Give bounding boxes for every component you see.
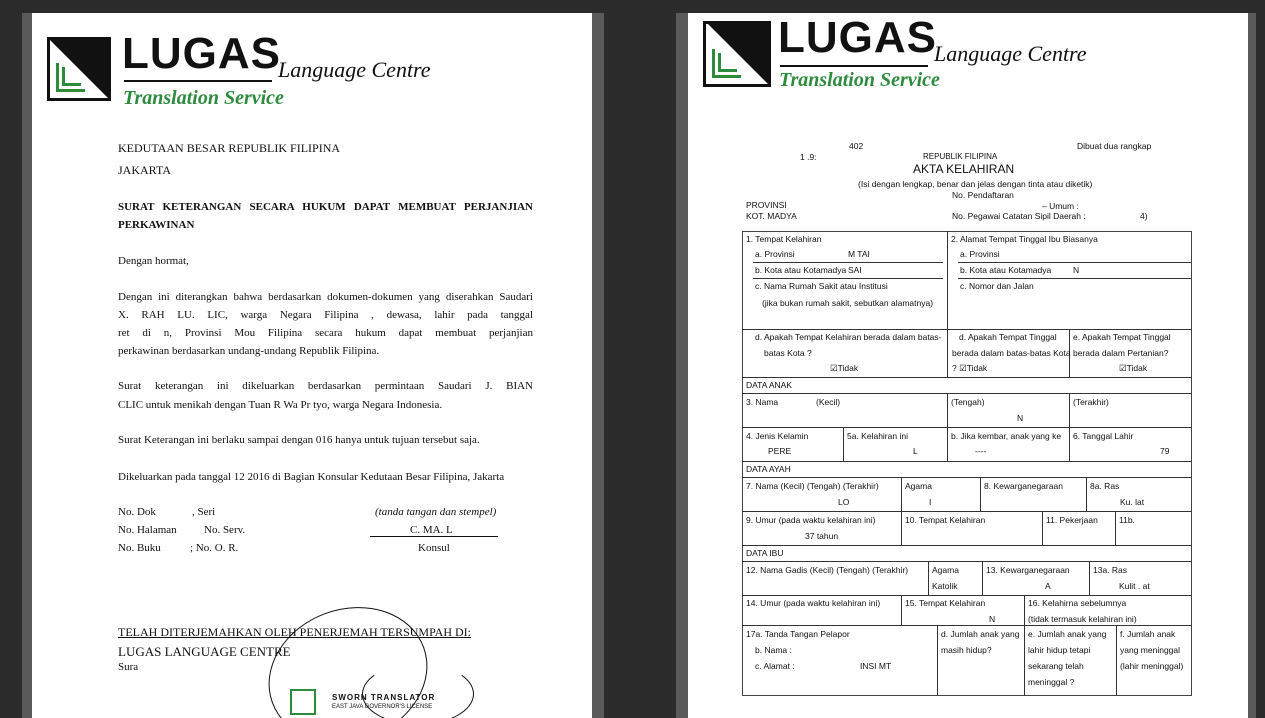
field-umur-ibu: 14. Umur (pada waktu kelahiran ini): [746, 598, 881, 608]
field-batas-kota: d. Apakah Tempat Kelahiran berada dalam batas-: [755, 332, 942, 342]
checkbox-tidak-3: ☑Tidak: [1119, 363, 1148, 373]
dibuat-dua-rangkap: Dibuat dua rangkap: [1077, 141, 1152, 151]
value-umur-ayah: 37 tahun: [805, 531, 839, 541]
signature-note: (tanda tangan dan stempel): [375, 506, 497, 518]
form-code: 1 .9:: [800, 152, 817, 162]
field-nomor-jalan: c. Nomor dan Jalan: [960, 281, 1034, 291]
greeting: Dengan hormat,: [118, 255, 189, 267]
divider: [1115, 511, 1116, 545]
field-batas-kota-2: batas Kota ?: [764, 348, 812, 358]
label-kecil: (Kecil): [816, 397, 841, 407]
field-jumlah-meninggal-3: (lahir meninggal): [1120, 661, 1184, 671]
sura-text: Sura: [118, 661, 139, 673]
brand-script: Language Centre: [934, 41, 1087, 66]
field-kota: b. Kota atau Kotamadya: [755, 265, 847, 275]
value-kewarganegaraan-ibu: A: [1045, 581, 1051, 591]
value-agama-ayah: I: [929, 497, 932, 507]
brand-underline: [124, 80, 272, 82]
field-tempat-lahir-ayah: 10. Tempat Kelahiran: [905, 515, 986, 525]
value-agama-ibu: Katolik: [932, 581, 958, 591]
left-document-page: [32, 13, 592, 718]
form-number: 402: [849, 141, 864, 151]
field-ras-ibu: 13a. Ras: [1093, 565, 1128, 575]
section-data-ibu: DATA IBU: [746, 548, 784, 558]
divider: [947, 231, 948, 330]
field-nama-ayah: 7. Nama (Kecil) (Tengah) (Terakhir): [746, 481, 879, 491]
divider: [1069, 393, 1070, 427]
field-anak-meninggal-4: meninggal ?: [1028, 677, 1075, 687]
label-terakhir: (Terakhir): [1073, 397, 1109, 407]
value-tanggal-lahir: 79: [1160, 446, 1170, 456]
field-anak-meninggal: e. Jumlah anak yang: [1028, 629, 1107, 639]
divider: [753, 262, 943, 263]
field-jenis-kelamin: 4. Jenis Kelamin: [746, 431, 809, 441]
divider: [928, 561, 929, 595]
divider: [1069, 427, 1070, 461]
lugas-logo-icon: [47, 37, 111, 101]
divider: [947, 393, 948, 427]
field-kewarganegaraan-ibu: 13. Kewarganegaraan: [986, 565, 1070, 575]
brand-service: Translation Service: [779, 69, 940, 91]
field-kembar: b. Jika kembar, anak yang ke: [951, 431, 1062, 441]
value-nama-tengah: N: [1017, 413, 1024, 423]
brand-service: Translation Service: [123, 87, 284, 109]
field-alamat-pelapor: c. Alamat :: [755, 661, 795, 671]
field-tinggal-kota: d. Apakah Tempat Tinggal: [959, 332, 1057, 342]
para2-line-2: CLIC untuk menikah dengan Tuan R Wa Pr tyo, warga Negara Indonesia.: [118, 399, 443, 411]
brand-name: LUGAS: [122, 29, 281, 78]
divider: [742, 393, 1192, 394]
divider: [753, 278, 943, 279]
note-kelahiran-sebelumnya: (tidak termasuk kelahiran ini): [1028, 614, 1137, 624]
ref-seri: , Seri: [192, 506, 216, 518]
right-page-edge: [676, 13, 688, 718]
signature-name: C. MA. L: [410, 524, 453, 536]
provinsi-label: PROVINSI: [746, 200, 787, 210]
divider: [901, 477, 902, 511]
brand-underline: [780, 65, 928, 67]
value-alamat-pelapor: INSI MT: [860, 661, 892, 671]
no-pendaftaran: No. Pendaftaran: [952, 190, 1014, 200]
ref-buku: No. Buku: [118, 542, 161, 554]
pegawai-number: 4): [1140, 211, 1148, 221]
field-anak-meninggal-2: lahir hidup tetapi: [1028, 645, 1091, 655]
republik-filipina: REPUBLIK FILIPINA: [923, 152, 998, 161]
addressee-line-2: JAKARTA: [118, 163, 171, 177]
translated-by: TELAH DITERJEMAHKAN OLEH PENERJEMAH TERSUMPAH DI:: [118, 625, 472, 639]
value-kelahiran-ini: L: [913, 446, 918, 456]
divider: [958, 278, 1191, 279]
field-nama-ibu: 12. Nama Gadis (Kecil) (Tengah) (Terakhir): [746, 565, 909, 575]
divider: [958, 262, 1191, 263]
field-jumlah-meninggal-2: yang meninggal: [1120, 645, 1181, 655]
brand-script: Language Centre: [278, 57, 431, 82]
divider: [742, 545, 1192, 546]
section-data-ayah: DATA AYAH: [746, 464, 791, 474]
umum-label: – Umum :: [1042, 201, 1079, 211]
value-jenis-kelamin: PERE: [768, 446, 792, 456]
para1-line-2: X. RAH LU. LIC, warga Negara Filipina , dewasa, lahir pada tanggal: [118, 309, 533, 321]
left-page-shadow: [592, 13, 604, 718]
field-nama-pelapor: b. Nama :: [755, 645, 792, 655]
divider: [901, 595, 902, 625]
heading-line-2: PERKAWINAN: [118, 219, 195, 231]
value-ras-ibu: Kulit . at: [1119, 581, 1150, 591]
divider: [980, 477, 981, 511]
ref-or: ; No. O. R.: [190, 542, 239, 554]
lugas-logo-icon: [703, 21, 771, 87]
field-tanggal-lahir: 6. Tanggal Lahir: [1073, 431, 1134, 441]
value-ras-ayah: Ku. lat: [1120, 497, 1145, 507]
addressee-line-1: KEDUTAAN BESAR REPUBLIK FILIPINA: [118, 141, 341, 155]
para1-line-1: Dengan ini diterangkan bahwa berdasarkan dokumen-dokumen yang diserahkan Saudari: [118, 291, 533, 303]
divider: [1042, 511, 1043, 545]
field-kelahiran-sebelumnya: 16. Kelahirna sebelumnya: [1028, 598, 1127, 608]
value-provinsi: M TAI: [848, 249, 870, 259]
field-anak-meninggal-3: sekarang telah: [1028, 661, 1084, 671]
field-tinggal-kota-2: berada dalam batas-batas Kota: [952, 348, 1071, 358]
divider: [1086, 477, 1087, 511]
ref-dok: No. Dok: [118, 506, 156, 518]
divider: [1116, 625, 1117, 696]
field-agama-ayah: Agama: [905, 481, 932, 491]
centre-name: LUGAS LANGUAGE CENTRE: [118, 644, 291, 659]
field-umur-ayah: 9. Umur (pada waktu kelahiran ini): [746, 515, 876, 525]
divider: [1024, 625, 1025, 696]
label-tengah: (Tengah): [951, 397, 985, 407]
divider: [742, 477, 1192, 478]
value-kota: SAI: [848, 265, 862, 275]
field-tanda-tangan: 17a. Tanda Tangan Pelapor: [746, 629, 850, 639]
para4: Dikeluarkan pada tanggal 12 2016 di Bagian Konsular Kedutaan Besar Filipina, Jakarta: [118, 471, 505, 483]
field-kewarganegaraan-ayah: 8. Kewarganegaraan: [984, 481, 1063, 491]
stamp-line-1: SWORN TRANSLATOR: [332, 693, 436, 702]
divider: [1024, 595, 1025, 625]
field-provinsi-ibu: a. Provinsi: [960, 249, 1000, 259]
divider: [742, 511, 1192, 512]
para2-line-1: Surat keterangan ini dikeluarkan berdasarkan permintaan Saudari J. BIAN: [118, 380, 533, 392]
value-nama-ayah: LO: [838, 497, 850, 507]
ref-halaman: No. Halaman: [118, 524, 177, 536]
field-jumlah-meninggal: f. Jumlah anak: [1120, 629, 1176, 639]
field-11b: 11b.: [1119, 515, 1135, 525]
value-kota-ibu: N: [1073, 265, 1080, 275]
field-ras-ayah: 8a. Ras: [1090, 481, 1120, 491]
divider: [742, 625, 1192, 626]
divider: [742, 595, 1192, 596]
divider: [982, 561, 983, 595]
field-anak-hidup-2: masih hidup?: [941, 645, 992, 655]
field-anak-hidup: d. Jumlah anak yang: [941, 629, 1020, 639]
value-kembar: ----: [975, 446, 987, 456]
divider: [742, 461, 1192, 462]
brand-name: LUGAS: [778, 13, 937, 62]
field-provinsi: a. Provinsi: [755, 249, 795, 259]
divider: [742, 561, 1192, 562]
divider: [742, 377, 1192, 378]
divider: [947, 329, 948, 377]
field-tempat-lahir-ibu: 15. Tempat Kelahiran: [905, 598, 986, 608]
field-pertanian-2: berada dalam Pertanian?: [1073, 348, 1169, 358]
field-nama-anak: 3. Nama: [746, 397, 779, 407]
akta-title: AKTA KELAHIRAN: [913, 162, 1015, 176]
divider: [742, 427, 1192, 428]
divider: [742, 329, 1192, 330]
checkbox-tidak-2: ? ☑Tidak: [952, 363, 988, 373]
divider: [1089, 561, 1090, 595]
field-agama-ibu: Agama: [932, 565, 959, 575]
signature-title: Konsul: [418, 542, 450, 554]
stamp-logo-icon: [290, 689, 316, 715]
section-data-anak: DATA ANAK: [746, 380, 792, 390]
right-document-page: [688, 13, 1248, 718]
note-rumah-sakit: (jika bukan rumah sakit, sebutkan alamatnya): [762, 298, 934, 308]
field-pertanian: e. Apakah Tempat Tinggal: [1073, 332, 1171, 342]
value-tempat-lahir-ibu: N: [989, 614, 996, 624]
para1-line-4: perkawinan berdasarkan undang-undang Republik Filipina.: [118, 345, 380, 357]
pegawai-label: No. Pegawai Catatan Sipil Daerah :: [952, 211, 1086, 221]
checkbox-tidak-1: ☑Tidak: [830, 363, 859, 373]
divider: [947, 427, 948, 461]
field-pekerjaan-ayah: 11. Pekerjaan: [1046, 515, 1098, 525]
field-kota-ibu: b. Kota atau Kotamadya: [960, 265, 1052, 275]
left-page-edge: [22, 13, 32, 718]
field-alamat-ibu: 2. Alamat Tempat Tinggal Ibu Biasanya: [951, 234, 1098, 244]
akta-instructions: (Isi dengan lengkap, benar dan jelas dengan tinta atau diketik): [858, 179, 1093, 189]
stamp-line-2: EAST JAVA GOVERNOR'S LICENSE: [332, 704, 433, 710]
para1-line-3: ret di n, Provinsi Mou Filipina secara hukum dapat membuat perjanjian: [118, 327, 533, 339]
divider: [937, 625, 938, 696]
divider: [843, 427, 844, 461]
field-tempat-kelahiran: 1. Tempat Kelahiran: [746, 234, 822, 244]
kotamadya-label: KOT. MADYA: [746, 211, 797, 221]
ref-serv: No. Serv.: [204, 524, 246, 536]
field-rumah-sakit: c. Nama Rumah Sakit atau Institusi: [755, 281, 888, 291]
divider: [901, 511, 902, 545]
right-page-shadow: [1248, 13, 1256, 718]
field-kelahiran-ini: 5a. Kelahiran ini: [847, 431, 908, 441]
heading-line-1: SURAT KETERANGAN SECARA HUKUM DAPAT MEMBUAT PERJANJIAN: [118, 201, 533, 213]
para3: Surat Keterangan ini berlaku sampai dengan 016 hanya untuk tujuan tersebut saja.: [118, 434, 480, 446]
signature-line: [370, 536, 498, 537]
